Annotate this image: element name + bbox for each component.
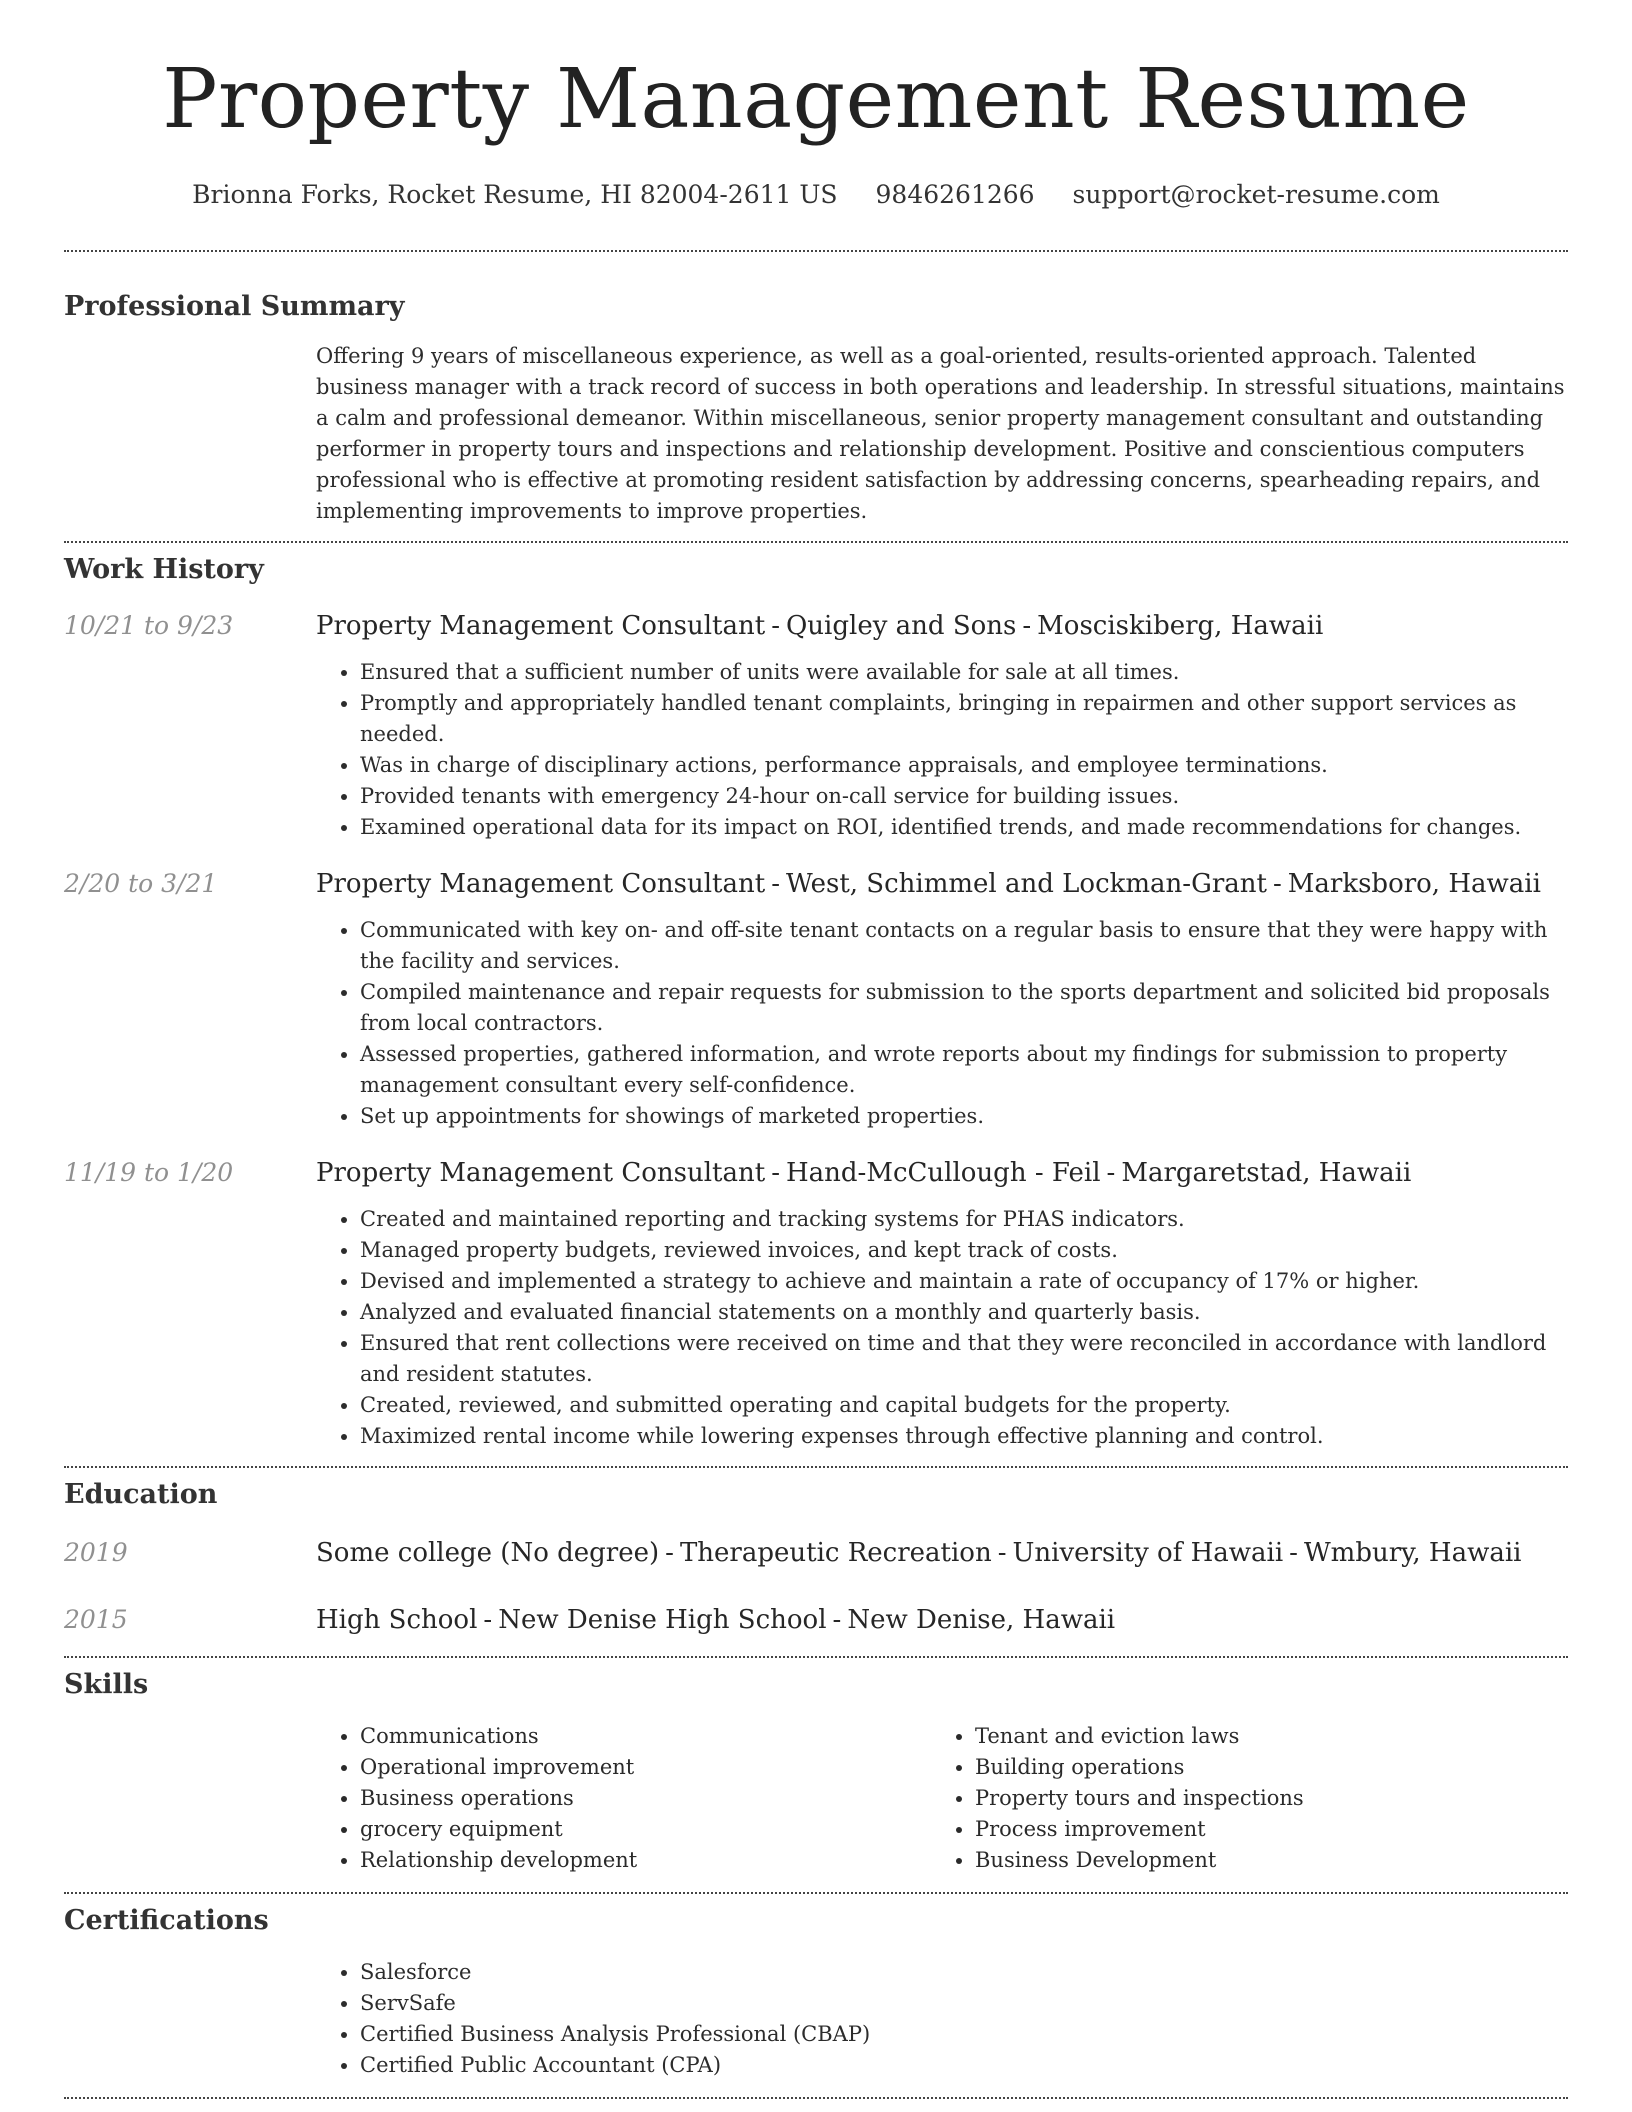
education-year: 2019 xyxy=(64,1538,128,1567)
list-item: • Provided tenants with emergency 24-hour on-call service for building issues. xyxy=(360,781,1568,812)
separator: - xyxy=(1289,1538,1298,1568)
job-location: Marksboro, Hawaii xyxy=(1287,869,1541,899)
section-title-summary: Professional Summary xyxy=(64,291,405,322)
list-item: • Compiled maintenance and repair requests for submission to the sports department and solicited bid proposals from local contractors. xyxy=(360,977,1568,1039)
education-section xyxy=(64,1468,1568,1637)
list-item: • Promptly and appropriately handled tenant complaints, bringing in repairmen and other support services as needed. xyxy=(360,688,1568,750)
certifications-section xyxy=(64,1894,1568,2081)
job-company: Hand-McCullough - Feil xyxy=(785,1158,1101,1188)
job-entry xyxy=(64,609,1568,843)
list-item: • Analyzed and evaluated financial statements on a monthly and quarterly basis. xyxy=(360,1297,1568,1328)
job-dates: 11/19 to 1/20 xyxy=(64,1158,234,1187)
job-entry xyxy=(64,1156,1568,1452)
education-location: Wmbury, Hawaii xyxy=(1303,1538,1522,1568)
education-location: New Denise, Hawaii xyxy=(847,1605,1116,1635)
skills-section xyxy=(64,1658,1568,1876)
contact-line xyxy=(64,178,1568,212)
resume-header xyxy=(64,0,1568,212)
job-company: West, Schimmel and Lockman-Grant xyxy=(785,869,1267,899)
summary-section xyxy=(64,252,1568,527)
job-dates: 2/20 to 3/21 xyxy=(64,869,218,898)
section-title-skills: Skills xyxy=(64,1669,149,1700)
education-field: Therapeutic Recreation xyxy=(679,1538,992,1568)
education-line xyxy=(316,1603,1568,1637)
list-item: • Certified Business Analysis Professional (CBAP) xyxy=(360,2019,1568,2050)
resume-title: Property Management Resume xyxy=(162,52,1470,147)
list-item: • Maximized rental income while lowering expenses through effective planning and control. xyxy=(360,1421,1568,1452)
list-item: • Devised and implemented a strategy to achieve and maintain a rate of occupancy of 17% or higher. xyxy=(360,1266,1568,1297)
separator: - xyxy=(1022,611,1032,641)
education-line xyxy=(316,1536,1568,1570)
list-item: • grocery equipment xyxy=(360,1814,931,1845)
list-item: • Relationship development xyxy=(360,1845,931,1876)
skills-list-right xyxy=(931,1721,1546,1876)
list-item: • Business Development xyxy=(975,1845,1546,1876)
education-school: New Denise High School xyxy=(498,1605,827,1635)
list-item: • Was in charge of disciplinary actions, performance appraisals, and employee terminations. xyxy=(360,750,1568,781)
contact-phone: 9846261266 xyxy=(875,180,1035,209)
separator: - xyxy=(997,1538,1007,1568)
job-position: Property Management Consultant xyxy=(316,1158,766,1188)
education-degree: High School xyxy=(316,1605,478,1635)
separator: - xyxy=(771,611,780,641)
education-school: University of Hawaii xyxy=(1012,1538,1284,1568)
education-entry xyxy=(64,1536,1568,1570)
list-item: • Communications xyxy=(360,1721,931,1752)
list-item: • Set up appointments for showings of marketed properties. xyxy=(360,1101,1568,1132)
certifications-list xyxy=(316,1957,1568,2081)
contact-email[interactable]: support@rocket-resume.com xyxy=(1072,180,1440,209)
education-year: 2015 xyxy=(64,1605,128,1634)
list-item: • Assessed properties, gathered information, and wrote reports about my findings for submission to property management consultant every self-confidence. xyxy=(360,1039,1568,1101)
job-company: Quigley and Sons xyxy=(785,611,1017,641)
education-degree: Some college (No degree) xyxy=(316,1538,660,1568)
list-item: • ServSafe xyxy=(360,1988,1568,2019)
list-item: • Certified Public Accountant (CPA) xyxy=(360,2050,1568,2081)
job-entry xyxy=(64,867,1568,1132)
job-title xyxy=(316,1156,1568,1190)
separator: - xyxy=(483,1605,493,1635)
separator: - xyxy=(832,1605,842,1635)
job-title xyxy=(316,867,1568,901)
list-item: • Salesforce xyxy=(360,1957,1568,1988)
job-location: Margaretstad, Hawaii xyxy=(1121,1158,1412,1188)
separator: - xyxy=(1106,1158,1116,1188)
contact-address: Brionna Forks, Rocket Resume, HI 82004-2611 US xyxy=(192,180,838,209)
section-title-work: Work History xyxy=(64,554,264,585)
job-bullets xyxy=(316,657,1568,843)
list-item: • Operational improvement xyxy=(360,1752,931,1783)
job-dates: 10/21 to 9/23 xyxy=(64,611,234,640)
job-position: Property Management Consultant xyxy=(316,869,766,899)
list-item: • Building operations xyxy=(975,1752,1546,1783)
separator: - xyxy=(771,1158,780,1188)
job-title xyxy=(316,609,1568,643)
list-item: • Created and maintained reporting and tracking systems for PHAS indicators. xyxy=(360,1204,1568,1235)
list-item: • Tenant and eviction laws xyxy=(975,1721,1546,1752)
list-item: • Property tours and inspections xyxy=(975,1783,1546,1814)
list-item: • Communicated with key on- and off-site tenant contacts on a regular basis to ensure that they were happy with the facility and services. xyxy=(360,915,1568,977)
work-history-section xyxy=(64,543,1568,1452)
list-item: • Ensured that a sufficient number of units were available for sale at all times. xyxy=(360,657,1568,688)
job-position: Property Management Consultant xyxy=(316,611,766,641)
education-entry xyxy=(64,1603,1568,1637)
job-location: Mosciskiberg, Hawaii xyxy=(1037,611,1324,641)
summary-text: Offering 9 years of miscellaneous experience, as well as a goal-oriented, results-oriented approach. Talented business manager with a track record of success in both operations and leadership. In stressful situations, maintains a calm and professional demeanor. Within miscellaneous, senior property management consultant and outstanding performer in property tours and inspections and relationship development. Positive and conscientious computers professional who is effective at promoting resident satisfaction by addressing concerns, spearheading repairs, and implementing improvements to improve properties. xyxy=(316,344,1565,523)
section-title-education: Education xyxy=(64,1479,218,1510)
separator: - xyxy=(771,869,780,899)
list-item: • Managed property budgets, reviewed invoices, and kept track of costs. xyxy=(360,1235,1568,1266)
list-item: • Created, reviewed, and submitted operating and capital budgets for the property. xyxy=(360,1390,1568,1421)
skills-list-left xyxy=(316,1721,931,1876)
list-item: • Business operations xyxy=(360,1783,931,1814)
list-item: • Process improvement xyxy=(975,1814,1546,1845)
separator: - xyxy=(665,1538,674,1568)
job-bullets xyxy=(316,915,1568,1132)
section-divider xyxy=(64,2097,1568,2099)
list-item: • Examined operational data for its impact on ROI, identified trends, and made recommendations for changes. xyxy=(360,812,1568,843)
list-item: • Ensured that rent collections were received on time and that they were reconciled in accordance with landlord and resident statutes. xyxy=(360,1328,1568,1390)
job-bullets xyxy=(316,1204,1568,1452)
separator: - xyxy=(1272,869,1282,899)
section-title-certifications: Certifications xyxy=(64,1905,269,1936)
